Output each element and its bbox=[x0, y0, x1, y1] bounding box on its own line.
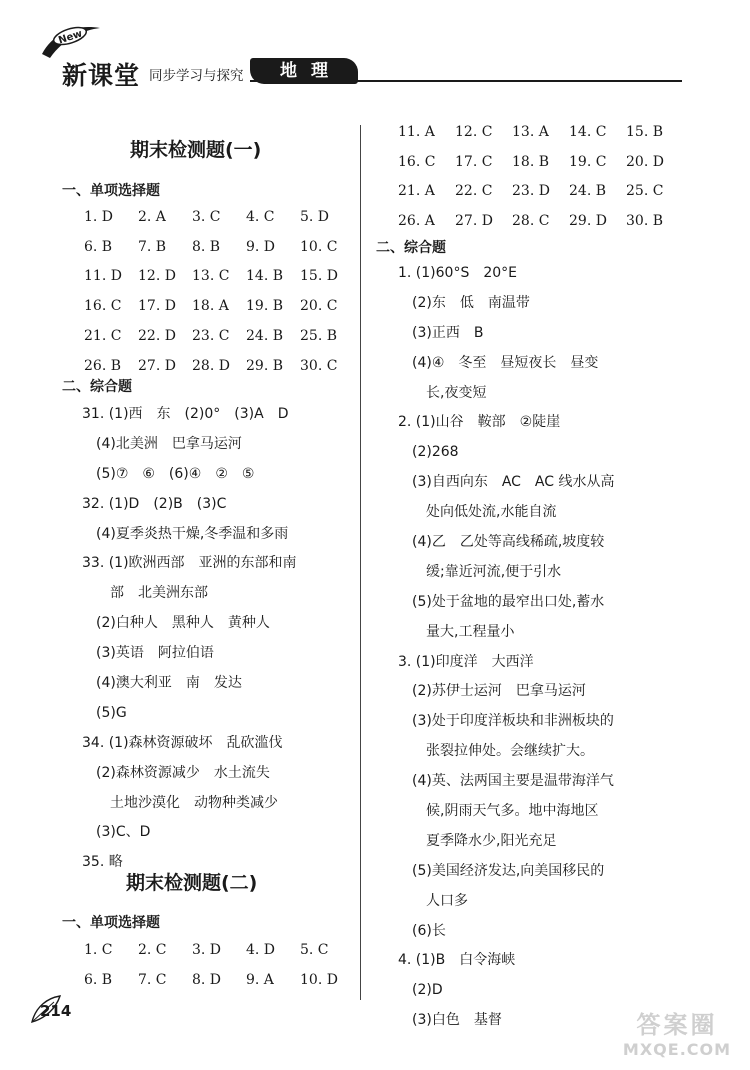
answer-cell: 1. D bbox=[84, 208, 114, 225]
answer-row bbox=[398, 147, 683, 177]
answer-cell: 30. C bbox=[300, 357, 338, 374]
answer-cell: 21. C bbox=[84, 328, 122, 345]
answer-cell: 15. B bbox=[626, 123, 664, 140]
watermark-bottom-text: MXQE.COM bbox=[622, 1040, 732, 1059]
answer-cell: 12. D bbox=[138, 268, 176, 285]
answer-row bbox=[84, 291, 354, 321]
answer-cell: 28. D bbox=[192, 357, 230, 374]
right-comprehensive-heading: 二、综合题 bbox=[376, 240, 446, 256]
answer-line: (2)D bbox=[398, 982, 443, 999]
answer-line: 32. (1)D (2)B (3)C bbox=[82, 495, 227, 512]
page-number: 214 bbox=[40, 1002, 72, 1020]
answer-cell: 22. C bbox=[455, 183, 493, 200]
answer-row bbox=[84, 321, 354, 351]
right-comprehensive-list bbox=[398, 259, 615, 1036]
answer-line: 候,阴雨天气多。地中海地区 bbox=[398, 803, 599, 820]
answer-cell: 26. A bbox=[398, 213, 435, 230]
answer-line: (2)苏伊士运河 巴拿马运河 bbox=[398, 683, 586, 700]
answer-cell: 9. D bbox=[246, 238, 276, 255]
answer-line: (6)长 bbox=[398, 922, 446, 939]
answer-line: 量大,工程量小 bbox=[398, 623, 515, 640]
answer-cell: 15. D bbox=[300, 268, 338, 285]
answer-line: 34. (1)森林资源破坏 乱砍滥伐 bbox=[82, 734, 283, 751]
answer-line: (4)北美洲 巴拿马运河 bbox=[82, 435, 242, 452]
answer-line: (3)处于印度洋板块和非洲板块的 bbox=[398, 713, 614, 730]
answer-line: 长,夜变短 bbox=[398, 384, 487, 401]
answer-cell: 10. D bbox=[300, 971, 338, 988]
answer-cell: 14. C bbox=[569, 123, 607, 140]
answer-cell: 1. C bbox=[84, 941, 113, 958]
answer-line: (3)正西 B bbox=[398, 324, 484, 341]
answer-cell: 2. A bbox=[138, 208, 166, 225]
right-single-choice-grid bbox=[398, 117, 683, 236]
answer-row bbox=[84, 202, 354, 232]
answer-line: (4)夏季炎热干燥,冬季温和多雨 bbox=[82, 525, 289, 542]
answer-row bbox=[398, 206, 683, 236]
answer-line: (4)英、法两国主要是温带海洋气 bbox=[398, 773, 614, 790]
column-divider bbox=[360, 125, 361, 1000]
section1-single-choice-grid bbox=[84, 202, 354, 381]
answer-cell: 14. B bbox=[246, 268, 284, 285]
answer-cell: 7. C bbox=[138, 971, 167, 988]
answer-line: (3)C、D bbox=[82, 824, 151, 841]
answer-line: 处向低处流,水能自流 bbox=[398, 504, 557, 521]
answer-cell: 2. C bbox=[138, 941, 167, 958]
answer-cell: 9. A bbox=[246, 971, 274, 988]
answer-row bbox=[398, 117, 683, 147]
watermark bbox=[612, 1010, 742, 1066]
answer-line: 35. 略 bbox=[82, 854, 123, 871]
answer-row bbox=[84, 262, 354, 292]
subject-badge: 地理 bbox=[250, 58, 358, 84]
answer-cell: 16. C bbox=[84, 298, 122, 315]
answer-cell: 27. D bbox=[455, 213, 493, 230]
answer-line: (2)白种人 黑种人 黄种人 bbox=[82, 615, 270, 632]
answer-line: 张裂拉伸处。会继续扩大。 bbox=[398, 743, 594, 760]
answer-line: 部 北美洲东部 bbox=[82, 585, 208, 602]
answer-line: (3)白色 基督 bbox=[398, 1012, 502, 1029]
answer-line: (5)⑦ ⑥ (6)④ ② ⑤ bbox=[82, 465, 255, 482]
answer-cell: 19. B bbox=[246, 298, 284, 315]
brand-badge-text: New bbox=[57, 28, 84, 47]
answer-row bbox=[84, 935, 354, 965]
answer-cell: 21. A bbox=[398, 183, 435, 200]
answer-line: 3. (1)印度洋 大西洋 bbox=[398, 653, 534, 670]
answer-cell: 26. B bbox=[84, 357, 122, 374]
answer-cell: 18. A bbox=[192, 298, 229, 315]
answer-cell: 6. B bbox=[84, 238, 113, 255]
answer-line: (3)自西向东 AC AC 线水从高 bbox=[398, 474, 615, 491]
section2-single-choice-grid bbox=[84, 935, 354, 995]
answer-line: (3)英语 阿拉伯语 bbox=[82, 645, 214, 662]
answer-cell: 11. D bbox=[84, 268, 122, 285]
answer-cell: 16. C bbox=[398, 153, 436, 170]
answer-cell: 20. D bbox=[626, 153, 664, 170]
answer-line: 缓;靠近河流,便于引水 bbox=[398, 563, 562, 580]
answer-cell: 24. B bbox=[569, 183, 607, 200]
answer-line: 土地沙漠化 动物种类减少 bbox=[82, 794, 278, 811]
answer-line: 31. (1)西 东 (2)0° (3)A D bbox=[82, 406, 289, 422]
answer-cell: 13. A bbox=[512, 123, 549, 140]
brand-title: 新课堂 bbox=[62, 61, 141, 90]
answer-cell: 24. B bbox=[246, 328, 284, 345]
answer-line: 4. (1)B 白令海峡 bbox=[398, 952, 516, 969]
answer-line: (4)乙 乙处等高线稀疏,坡度较 bbox=[398, 534, 605, 551]
answer-cell: 27. D bbox=[138, 357, 176, 374]
answer-line: (4)澳大利亚 南 发达 bbox=[82, 675, 242, 692]
answer-cell: 28. C bbox=[512, 213, 550, 230]
section1-single-choice-heading: 一、单项选择题 bbox=[62, 183, 160, 199]
answer-line: (2)森林资源减少 水土流失 bbox=[82, 764, 270, 781]
brand-subtitle: 同步学习与探究 bbox=[149, 68, 244, 84]
answer-cell: 17. D bbox=[138, 298, 176, 315]
answer-cell: 13. C bbox=[192, 268, 230, 285]
answer-cell: 23. D bbox=[512, 183, 550, 200]
answer-line: (5)处于盆地的最窄出口处,蓄水 bbox=[398, 593, 605, 610]
answer-cell: 29. B bbox=[246, 357, 284, 374]
answer-line: 1. (1)60°S 20°E bbox=[398, 265, 517, 281]
answer-cell: 25. B bbox=[300, 328, 338, 345]
section1-comprehensive-list bbox=[82, 400, 297, 878]
answer-cell: 18. B bbox=[512, 153, 550, 170]
answer-line: (2)东 低 南温带 bbox=[398, 294, 530, 311]
section1-title: 期末检测题(一) bbox=[130, 139, 262, 161]
page-header bbox=[0, 0, 750, 110]
answer-line: 2. (1)山谷 鞍部 ②陡崖 bbox=[398, 414, 561, 431]
answer-cell: 17. C bbox=[455, 153, 493, 170]
answer-cell: 10. C bbox=[300, 238, 338, 255]
answer-line: 夏季降水少,阳光充足 bbox=[398, 832, 557, 849]
answer-row bbox=[398, 177, 683, 207]
answer-cell: 7. B bbox=[138, 238, 167, 255]
answer-cell: 4. C bbox=[246, 208, 275, 225]
answer-cell: 22. D bbox=[138, 328, 176, 345]
answer-line: (2)268 bbox=[398, 444, 459, 461]
answer-cell: 12. C bbox=[455, 123, 493, 140]
watermark-top-text: 答案圈 bbox=[636, 1011, 718, 1039]
answer-row bbox=[84, 965, 354, 995]
answer-cell: 5. D bbox=[300, 208, 330, 225]
answer-cell: 23. C bbox=[192, 328, 230, 345]
answer-row bbox=[84, 232, 354, 262]
section1-comprehensive-heading: 二、综合题 bbox=[62, 379, 132, 395]
answer-line: 33. (1)欧洲西部 亚洲的东部和南 bbox=[82, 555, 297, 572]
answer-cell: 8. D bbox=[192, 971, 222, 988]
answer-cell: 4. D bbox=[246, 941, 276, 958]
answer-line: (5)美国经济发达,向美国移民的 bbox=[398, 862, 605, 879]
answer-cell: 8. B bbox=[192, 238, 221, 255]
answer-cell: 20. C bbox=[300, 298, 338, 315]
answer-cell: 25. C bbox=[626, 183, 664, 200]
answer-cell: 11. A bbox=[398, 123, 435, 140]
answer-cell: 5. C bbox=[300, 941, 329, 958]
answer-cell: 3. C bbox=[192, 208, 221, 225]
section2-single-choice-heading: 一、单项选择题 bbox=[62, 915, 160, 931]
answer-cell: 19. C bbox=[569, 153, 607, 170]
section2-title: 期末检测题(二) bbox=[126, 872, 258, 894]
answer-cell: 3. D bbox=[192, 941, 222, 958]
answer-cell: 30. B bbox=[626, 213, 664, 230]
answer-cell: 6. B bbox=[84, 971, 113, 988]
answer-line: 人口多 bbox=[398, 892, 468, 909]
answer-cell: 29. D bbox=[569, 213, 607, 230]
answer-line: (4)④ 冬至 昼短夜长 昼变 bbox=[398, 354, 599, 371]
answer-line: (5)G bbox=[82, 704, 127, 721]
